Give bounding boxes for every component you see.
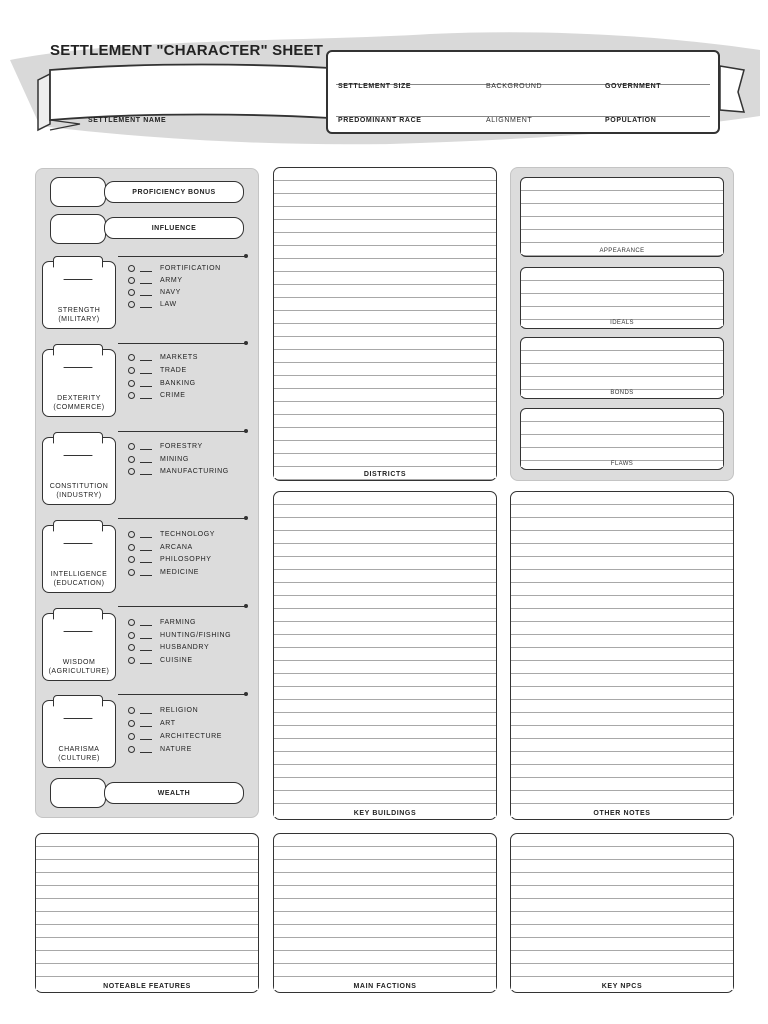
dexterity-label: DEXTERITY (COMMERCE) <box>53 395 105 411</box>
bonds-label: BONDS <box>521 390 723 396</box>
other-notes-panel[interactable] <box>510 491 734 820</box>
proficiency-circle[interactable] <box>128 657 135 664</box>
proficiency-circle[interactable] <box>128 632 135 639</box>
skill-religion[interactable]: RELIGION <box>128 705 198 716</box>
proficiency-circle[interactable] <box>128 619 135 626</box>
skill-markets[interactable]: MARKETS <box>128 352 198 363</box>
flaws-panel[interactable] <box>520 408 724 470</box>
constitution-skill-rule <box>118 431 246 432</box>
proficiency-circle[interactable] <box>128 443 135 450</box>
noteable-features-panel[interactable] <box>35 833 259 993</box>
proficiency-circle[interactable] <box>128 644 135 651</box>
background-label: BACKGROUND <box>486 83 543 90</box>
districts-label: DISTRICTS <box>274 469 496 478</box>
main-factions-panel[interactable] <box>273 833 497 993</box>
intelligence-modifier[interactable] <box>53 520 103 544</box>
appearance-label: APPEARANCE <box>521 248 723 254</box>
skill-art[interactable]: ART <box>128 718 176 729</box>
skill-mining[interactable]: MINING <box>128 454 189 465</box>
proficiency-circle[interactable] <box>128 277 135 284</box>
alignment-label: ALIGNMENT <box>486 117 533 124</box>
bonds-panel[interactable] <box>520 337 724 399</box>
proficiency-bonus-value[interactable] <box>50 177 106 207</box>
dexterity-skill-rule <box>118 343 246 344</box>
skill-farming[interactable]: FARMING <box>128 617 196 628</box>
intelligence-skill-rule <box>118 518 246 519</box>
skill-trade[interactable]: TRADE <box>128 365 187 376</box>
skill-cuisine[interactable]: CUISINE <box>128 655 193 666</box>
noteable-features-label: NOTEABLE FEATURES <box>36 981 258 990</box>
wealth-label: WEALTH <box>104 782 244 804</box>
dexterity-modifier[interactable] <box>53 344 103 368</box>
districts-panel[interactable] <box>273 167 497 481</box>
charisma-label: CHARISMA (CULTURE) <box>58 746 100 762</box>
settlement-name-field[interactable] <box>56 72 324 116</box>
skill-hunting-fishing[interactable]: HUNTING/FISHING <box>128 630 231 641</box>
proficiency-circle[interactable] <box>128 746 135 753</box>
proficiency-circle[interactable] <box>128 354 135 361</box>
wisdom-label: WISDOM (AGRICULTURE) <box>48 659 110 675</box>
proficiency-circle[interactable] <box>128 720 135 727</box>
predominant-race-label: PREDOMINANT RACE <box>338 117 422 124</box>
sheet-title: SETTLEMENT "CHARACTER" SHEET <box>50 42 324 59</box>
skill-banking[interactable]: BANKING <box>128 378 196 389</box>
skill-crime[interactable]: CRIME <box>128 390 186 401</box>
proficiency-circle[interactable] <box>128 380 135 387</box>
charisma-skill-rule <box>118 694 246 695</box>
proficiency-circle[interactable] <box>128 531 135 538</box>
proficiency-bonus-label: PROFICIENCY BONUS <box>104 181 244 203</box>
appearance-panel[interactable] <box>520 177 724 257</box>
ideals-label: IDEALS <box>521 320 723 326</box>
constitution-modifier[interactable] <box>53 432 103 456</box>
settlement-name-label: SETTLEMENT NAME <box>88 117 167 124</box>
proficiency-circle[interactable] <box>128 265 135 272</box>
skill-fortification[interactable]: FORTIFICATION <box>128 263 221 274</box>
proficiency-circle[interactable] <box>128 367 135 374</box>
skill-technology[interactable]: TECHNOLOGY <box>128 529 215 540</box>
flaws-label: FLAWS <box>521 461 723 467</box>
strength-skill-rule <box>118 256 246 257</box>
influence-value[interactable] <box>50 214 106 244</box>
key-npcs-label: KEY NPCS <box>511 981 733 990</box>
skill-army[interactable]: ARMY <box>128 275 183 286</box>
strength-box[interactable] <box>42 261 116 329</box>
proficiency-circle[interactable] <box>128 733 135 740</box>
proficiency-circle[interactable] <box>128 544 135 551</box>
skill-philosophy[interactable]: PHILOSOPHY <box>128 554 212 565</box>
proficiency-circle[interactable] <box>128 556 135 563</box>
proficiency-circle[interactable] <box>128 468 135 475</box>
key-buildings-label: KEY BUILDINGS <box>274 808 496 817</box>
skill-navy[interactable]: NAVY <box>128 287 181 298</box>
proficiency-circle[interactable] <box>128 707 135 714</box>
other-notes-label: OTHER NOTES <box>511 808 733 817</box>
skill-nature[interactable]: NATURE <box>128 744 192 755</box>
population-label: POPULATION <box>605 117 657 124</box>
proficiency-circle[interactable] <box>128 301 135 308</box>
strength-label: STRENGTH (MILITARY) <box>57 307 101 323</box>
dexterity-box[interactable] <box>42 349 116 417</box>
wealth-value[interactable] <box>50 778 106 808</box>
settlement-size-label: SETTLEMENT SIZE <box>338 83 412 90</box>
proficiency-circle[interactable] <box>128 456 135 463</box>
proficiency-circle[interactable] <box>128 392 135 399</box>
strength-modifier[interactable] <box>53 256 103 280</box>
skill-manufacturing[interactable]: MANUFACTURING <box>128 466 229 477</box>
ideals-panel[interactable] <box>520 267 724 329</box>
intelligence-label: INTELLIGENCE (EDUCATION) <box>50 571 108 587</box>
constitution-label: CONSTITUTION (INDUSTRY) <box>49 483 109 499</box>
skill-architecture[interactable]: ARCHITECTURE <box>128 731 222 742</box>
charisma-box[interactable] <box>42 700 116 768</box>
charisma-modifier[interactable] <box>53 695 103 719</box>
skill-husbandry[interactable]: HUSBANDRY <box>128 642 209 653</box>
traits-column <box>510 167 734 481</box>
skill-forestry[interactable]: FORESTRY <box>128 441 203 452</box>
wisdom-modifier[interactable] <box>53 608 103 632</box>
key-npcs-panel[interactable] <box>510 833 734 993</box>
proficiency-circle[interactable] <box>128 289 135 296</box>
key-buildings-panel[interactable] <box>273 491 497 820</box>
influence-label: INFLUENCE <box>104 217 244 239</box>
intelligence-box[interactable] <box>42 525 116 593</box>
skill-arcana[interactable]: ARCANA <box>128 542 193 553</box>
wisdom-box[interactable] <box>42 613 116 681</box>
main-factions-label: MAIN FACTIONS <box>274 981 496 990</box>
proficiency-circle[interactable] <box>128 569 135 576</box>
constitution-box[interactable] <box>42 437 116 505</box>
skill-medicine[interactable]: MEDICINE <box>128 567 199 578</box>
government-label: GOVERNMENT <box>605 83 662 90</box>
skill-law[interactable]: LAW <box>128 299 177 310</box>
wisdom-skill-rule <box>118 606 246 607</box>
